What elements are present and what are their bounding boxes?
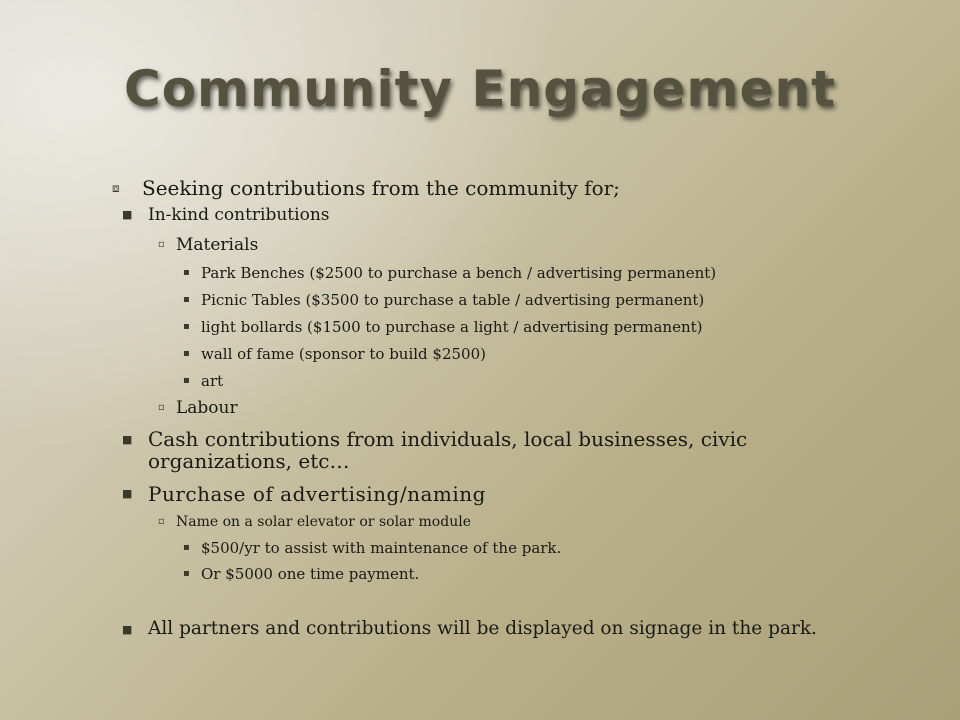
list-item-text: Seeking contributions from the community for; xyxy=(142,176,620,200)
bullet-icon: ▪ xyxy=(183,321,190,332)
bullet-icon: ▪ xyxy=(183,348,190,359)
list-item-text: Materials xyxy=(176,235,259,255)
bullet-icon: ▪ xyxy=(183,542,190,553)
list-item xyxy=(158,398,238,418)
list-item xyxy=(183,539,561,557)
list-item xyxy=(122,482,486,506)
list-item xyxy=(158,235,258,255)
list-item-text: Park Benches ($2500 to purchase a bench / advertising permanent) xyxy=(201,264,717,282)
list-item-text: Name on a solar elevator or solar module xyxy=(176,514,471,530)
bullet-icon: ⧈ xyxy=(112,181,120,195)
bullet-icon: ■ xyxy=(122,487,133,500)
list-item xyxy=(122,428,868,472)
list-item-text: $500/yr to assist with maintenance of the park. xyxy=(201,539,562,557)
slide-title: Community Engagement xyxy=(124,60,836,118)
list-item-text: Purchase of advertising/naming xyxy=(148,482,486,506)
list-item-text: light bollards ($1500 to purchase a light / advertising permanent) xyxy=(201,318,703,336)
list-item xyxy=(122,205,330,225)
list-item-text: wall of fame (sponsor to build $2500) xyxy=(201,345,486,363)
list-item xyxy=(158,514,471,530)
list-item-text: Picnic Tables ($3500 to purchase a table / advertising permanent) xyxy=(201,291,705,309)
list-item-text: art xyxy=(201,372,224,390)
bullet-icon: ■ xyxy=(122,208,133,221)
list-item xyxy=(183,318,703,336)
list-item xyxy=(183,264,716,282)
list-item xyxy=(183,565,419,583)
list-item-text: In-kind contributions xyxy=(148,205,330,225)
bullet-icon: ▪ xyxy=(183,375,190,386)
list-item xyxy=(183,291,704,309)
bullet-icon: ▫ xyxy=(158,239,165,250)
list-item-text: Cash contributions from individuals, local businesses, civic organizations, etc… xyxy=(148,427,748,473)
bullet-icon: ▫ xyxy=(158,402,165,413)
list-item-text: Labour xyxy=(176,398,238,418)
bullet-icon: ▪ xyxy=(183,267,190,278)
bullet-icon: ■ xyxy=(122,623,133,636)
list-item xyxy=(122,618,817,639)
bullet-icon: ▪ xyxy=(183,568,190,579)
list-item xyxy=(112,176,620,200)
bullet-icon: ■ xyxy=(122,433,133,446)
list-item xyxy=(183,372,223,390)
bullet-icon: ▫ xyxy=(158,516,165,527)
list-item-text: Or $5000 one time payment. xyxy=(201,565,420,583)
list-item xyxy=(183,345,486,363)
list-item-text: All partners and contributions will be displayed on signage in the park. xyxy=(148,618,817,639)
bullet-icon: ▪ xyxy=(183,294,190,305)
